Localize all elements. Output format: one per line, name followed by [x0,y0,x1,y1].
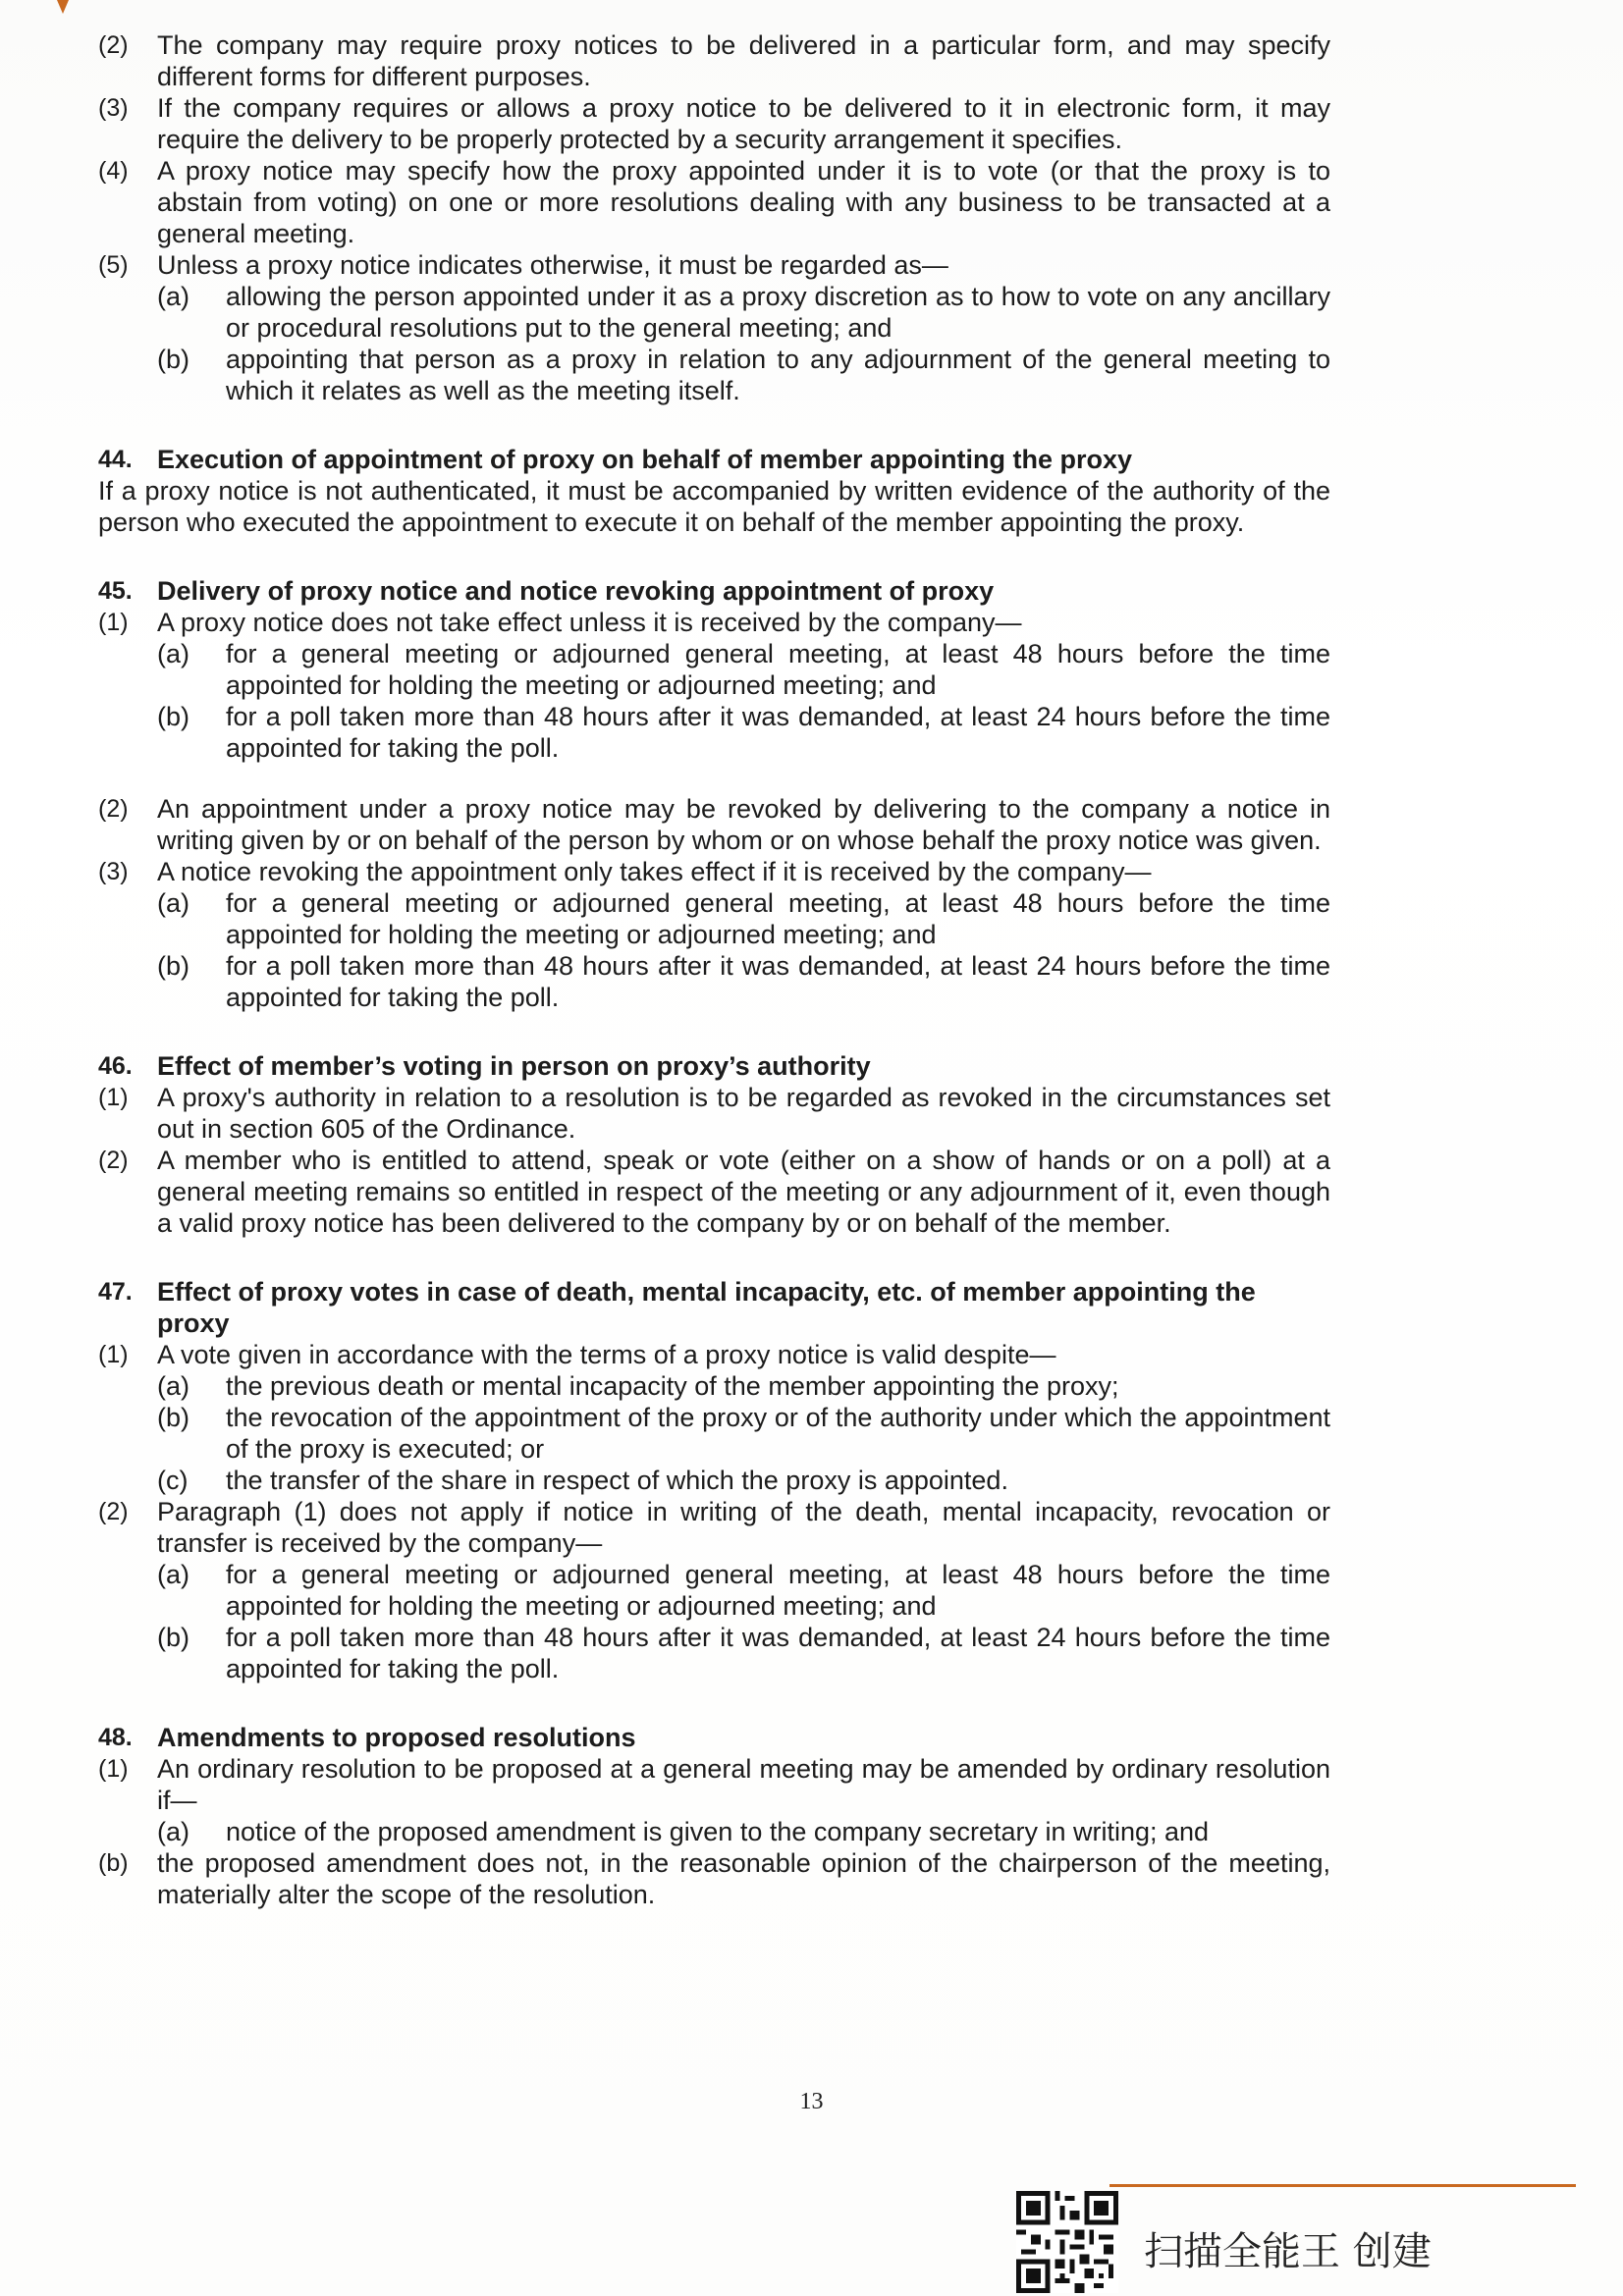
sub-clause-label: (a) [157,1817,189,1846]
section-heading [98,1276,1330,1339]
scanner-watermark: 扫描全能王 创建 [1144,2229,1432,2274]
sub-clause-text: the previous death or mental incapacity of the member appointing the proxy; [226,1371,1119,1401]
sub-clause-label: (a) [157,1560,189,1589]
paragraph-text: The company may require proxy notices to be delivered in a particular form, and may specify different forms for different purposes. [157,30,1330,91]
sub-clause-label: (b) [157,1623,189,1652]
paragraph-number: (1) [98,1755,129,1783]
sub-clause-text: appointing that person as a proxy in relation to any adjournment of the general meeting to which it relates as well as the meeting itself. [226,345,1330,405]
sub-clause-label: (a) [157,282,189,311]
numbered-paragraph [98,1496,1330,1559]
numbered-paragraph [98,607,1330,638]
sub-clause [98,701,1330,764]
paragraph-number: (1) [98,1084,129,1111]
sub-clause-label: (b) [157,951,189,981]
numbered-paragraph [98,155,1330,249]
paragraph-number: (5) [98,251,129,279]
paragraph-text: A proxy notice may specify how the proxy appointed under it is to vote (or that the proxy is to abstain from voting) on one or more resolutions dealing with any business to be transacted at a general meeting. [157,156,1330,248]
paragraph-text: An ordinary resolution to be proposed at a general meeting may be amended by ordinary resolution if— [157,1754,1330,1815]
sub-clause-text: for a poll taken more than 48 hours after it was demanded, at least 24 hours before the time appointed for taking the poll. [226,1623,1330,1683]
section-title: Execution of appointment of proxy on behalf of member appointing the proxy [157,445,1133,474]
sub-clause-label: (a) [157,888,189,918]
paragraph-text: If the company requires or allows a proxy notice to be delivered to it in electronic form, it may require the delivery to be properly protected by a security arrangement it specifies. [157,93,1330,154]
sub-clause-text: for a poll taken more than 48 hours after it was demanded, at least 24 hours before the time appointed for taking the poll. [226,951,1330,1012]
sub-clause-label: (b) [157,345,189,374]
numbered-paragraph [98,856,1330,887]
paragraph-number: (2) [98,1147,129,1174]
section-title: Effect of member’s voting in person on proxy’s authority [157,1051,871,1081]
spacer [98,764,1330,793]
paragraph-number: (4) [98,157,129,185]
footer-divider [1109,2184,1576,2187]
sub-clause-text: for a general meeting or adjourned general meeting, at least 48 hours before the time appointed for holding the meeting or adjourned meeting; and [226,888,1330,949]
document-body [98,29,1330,1910]
sub-clause [98,1465,1330,1496]
sub-clause-label: (a) [157,639,189,668]
paragraph-text: An appointment under a proxy notice may be revoked by delivering to the company a notice in writing given by or on behalf of the person by whom or on whose behalf the proxy notice was given. [157,794,1330,855]
corner-mark-icon [57,0,69,14]
sub-clause [98,1559,1330,1622]
sub-clause-label: (b) [157,1403,189,1432]
section-number: 47. [98,1278,133,1306]
paragraph-number: (1) [98,609,129,636]
section-number: 44. [98,446,133,473]
numbered-paragraph [98,1339,1330,1370]
section-number: 45. [98,577,133,605]
sub-clause [98,344,1330,406]
numbered-paragraph [98,29,1330,92]
section-heading [98,1050,1330,1082]
paragraph-number: (3) [98,94,129,122]
numbered-paragraph [98,1082,1330,1145]
paragraph-number: (1) [98,1341,129,1368]
section-heading [98,575,1330,607]
page-number: 13 [799,2089,824,2114]
paragraph-text: Paragraph (1) does not apply if notice in writing of the death, mental incapacity, revocation or transfer is received by the company— [157,1497,1330,1558]
sub-clause [98,638,1330,701]
clause-paragraph: If a proxy notice is not authenticated, it must be accompanied by written evidence of the authority of the person who executed the appointment to execute it on behalf of the member appointing the proxy. [98,476,1330,537]
paragraph-number: (2) [98,31,129,59]
paragraph-text: A member who is entitled to attend, speak or vote (either on a show of hands or on a poll) at a general meeting remains so entitled in respect of the meeting or any adjournment of it, even though a valid proxy notice has been delivered to the company by or on behalf of the member. [157,1146,1330,1238]
paragraph-text: A notice revoking the appointment only takes effect if it is received by the company— [157,857,1152,886]
sub-clause [98,1622,1330,1684]
paragraph-text: A proxy's authority in relation to a resolution is to be regarded as revoked in the circumstances set out in section 605 of the Ordinance. [157,1083,1330,1144]
sub-clause-text: for a poll taken more than 48 hours after it was demanded, at least 24 hours before the time appointed for taking the poll. [226,702,1330,763]
sub-clause [98,1370,1330,1402]
section-title: Delivery of proxy notice and notice revoking appointment of proxy [157,576,995,606]
numbered-paragraph [98,1145,1330,1239]
sub-clause [98,887,1330,950]
qr-code-icon [1016,2191,1118,2293]
sub-clause-text: allowing the person appointed under it as a proxy discretion as to how to vote on any ancillary or procedural resolutions put to the general meeting; and [226,282,1330,343]
sub-clause-label: (c) [157,1466,189,1495]
paragraph-text: A proxy notice does not take effect unless it is received by the company— [157,608,1022,637]
paragraph-number: (b) [98,1849,129,1877]
section-title: Effect of proxy votes in case of death, mental incapacity, etc. of member appointing the proxy [157,1277,1256,1338]
paragraph-text: Unless a proxy notice indicates otherwise, it must be regarded as— [157,250,948,280]
sub-clause-text: the revocation of the appointment of the proxy or of the authority under which the appointment of the proxy is executed; or [226,1403,1330,1464]
sub-clause-text: notice of the proposed amendment is given to the company secretary in writing; and [226,1817,1210,1846]
numbered-paragraph [98,793,1330,856]
numbered-paragraph [98,1847,1330,1910]
paragraph-text: the proposed amendment does not, in the reasonable opinion of the chairperson of the meeting, materially alter the scope of the resolution. [157,1848,1330,1909]
sub-clause-text: for a general meeting or adjourned general meeting, at least 48 hours before the time appointed for holding the meeting or adjourned meeting; and [226,1560,1330,1621]
sub-clause [98,1402,1330,1465]
numbered-paragraph [98,1753,1330,1816]
section-number: 48. [98,1724,133,1751]
numbered-paragraph [98,249,1330,281]
sub-clause-label: (b) [157,702,189,731]
numbered-paragraph [98,92,1330,155]
section-title: Amendments to proposed resolutions [157,1723,636,1752]
section-number: 46. [98,1052,133,1080]
sub-clause-text: the transfer of the share in respect of which the proxy is appointed. [226,1466,1008,1495]
section-heading [98,444,1330,475]
sub-clause-label: (a) [157,1371,189,1401]
paragraph-text: A vote given in accordance with the terms of a proxy notice is valid despite— [157,1340,1056,1369]
sub-clause [98,950,1330,1013]
section-heading [98,1722,1330,1753]
paragraph-number: (2) [98,1498,129,1525]
paragraph-number: (2) [98,795,129,823]
sub-clause [98,1816,1330,1847]
paragraph-number: (3) [98,858,129,885]
sub-clause [98,281,1330,344]
sub-clause-text: for a general meeting or adjourned general meeting, at least 48 hours before the time appointed for holding the meeting or adjourned meeting; and [226,639,1330,700]
